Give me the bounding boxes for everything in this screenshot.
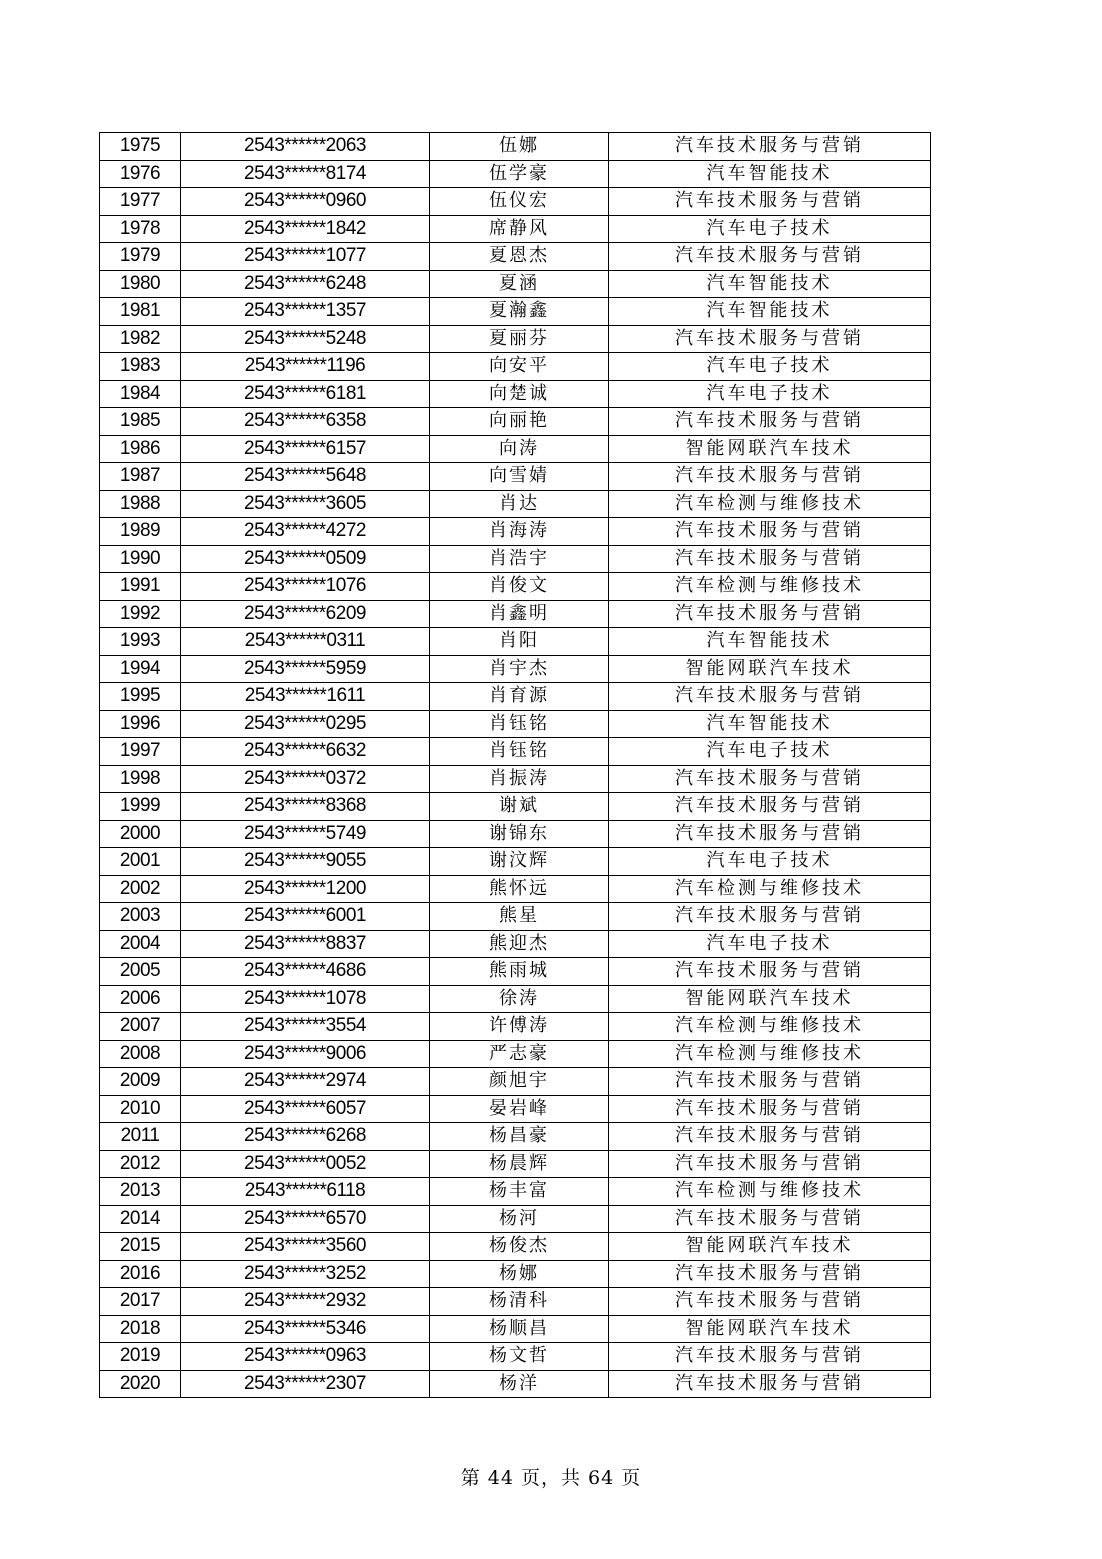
major-cell: 汽车电子技术 [609, 380, 931, 408]
serial-number-cell: 2016 [100, 1260, 181, 1288]
id-number-cell: 2543******6209 [181, 600, 430, 628]
table-row [100, 793, 931, 821]
student-name-cell: 向雪婧 [430, 463, 609, 491]
table-row [100, 1343, 931, 1371]
id-number-cell: 2543******6570 [181, 1205, 430, 1233]
student-name-cell: 谢汶辉 [430, 848, 609, 876]
serial-number-cell: 1985 [100, 408, 181, 436]
serial-number-cell: 1981 [100, 298, 181, 326]
table-row [100, 1233, 931, 1261]
table-row [100, 1288, 931, 1316]
table-row [100, 1150, 931, 1178]
table-row [100, 160, 931, 188]
id-number-cell: 2543******0372 [181, 765, 430, 793]
student-name-cell: 肖达 [430, 490, 609, 518]
student-name-cell: 肖振涛 [430, 765, 609, 793]
id-number-cell: 2543******3560 [181, 1233, 430, 1261]
id-number-cell: 2543******4686 [181, 958, 430, 986]
id-number-cell: 2543******5648 [181, 463, 430, 491]
table-row [100, 435, 931, 463]
table-row [100, 353, 931, 381]
table-row [100, 820, 931, 848]
major-cell: 智能网联汽车技术 [609, 1233, 931, 1261]
serial-number-cell: 1993 [100, 628, 181, 656]
serial-number-cell: 2014 [100, 1205, 181, 1233]
id-number-cell: 2543******1611 [181, 683, 430, 711]
major-cell: 汽车技术服务与营销 [609, 600, 931, 628]
id-number-cell: 2543******6632 [181, 738, 430, 766]
student-name-cell: 杨娜 [430, 1260, 609, 1288]
serial-number-cell: 1980 [100, 270, 181, 298]
id-number-cell: 2543******1200 [181, 875, 430, 903]
student-name-cell: 肖宇杰 [430, 655, 609, 683]
serial-number-cell: 1975 [100, 133, 181, 161]
student-name-cell: 熊星 [430, 903, 609, 931]
serial-number-cell: 1988 [100, 490, 181, 518]
id-number-cell: 2543******6268 [181, 1123, 430, 1151]
serial-number-cell: 2005 [100, 958, 181, 986]
id-number-cell: 2543******0052 [181, 1150, 430, 1178]
table-row [100, 518, 931, 546]
major-cell: 汽车技术服务与营销 [609, 1095, 931, 1123]
serial-number-cell: 1978 [100, 215, 181, 243]
serial-number-cell: 1977 [100, 188, 181, 216]
id-number-cell: 2543******6358 [181, 408, 430, 436]
major-cell: 汽车技术服务与营销 [609, 1205, 931, 1233]
serial-number-cell: 1997 [100, 738, 181, 766]
student-name-cell: 夏丽芬 [430, 325, 609, 353]
student-name-cell: 向丽艳 [430, 408, 609, 436]
student-name-cell: 伍仪宏 [430, 188, 609, 216]
serial-number-cell: 2017 [100, 1288, 181, 1316]
table-row [100, 738, 931, 766]
major-cell: 汽车技术服务与营销 [609, 243, 931, 271]
serial-number-cell: 2010 [100, 1095, 181, 1123]
major-cell: 汽车技术服务与营销 [609, 1260, 931, 1288]
student-name-cell: 颜旭宇 [430, 1068, 609, 1096]
table-row [100, 490, 931, 518]
table-row [100, 628, 931, 656]
major-cell: 汽车技术服务与营销 [609, 793, 931, 821]
serial-number-cell: 1989 [100, 518, 181, 546]
student-name-cell: 杨清科 [430, 1288, 609, 1316]
student-name-cell: 熊怀远 [430, 875, 609, 903]
table-row [100, 408, 931, 436]
major-cell: 汽车电子技术 [609, 353, 931, 381]
student-name-cell: 肖鑫明 [430, 600, 609, 628]
serial-number-cell: 2002 [100, 875, 181, 903]
id-number-cell: 2543******1077 [181, 243, 430, 271]
table-row [100, 1013, 931, 1041]
table-row [100, 683, 931, 711]
major-cell: 汽车智能技术 [609, 710, 931, 738]
serial-number-cell: 2000 [100, 820, 181, 848]
student-name-cell: 肖育源 [430, 683, 609, 711]
major-cell: 汽车技术服务与营销 [609, 903, 931, 931]
major-cell: 汽车检测与维修技术 [609, 1013, 931, 1041]
table-row [100, 1315, 931, 1343]
id-number-cell: 2543******0960 [181, 188, 430, 216]
table-row [100, 1123, 931, 1151]
serial-number-cell: 1992 [100, 600, 181, 628]
serial-number-cell: 1986 [100, 435, 181, 463]
serial-number-cell: 1994 [100, 655, 181, 683]
table-row [100, 463, 931, 491]
id-number-cell: 2543******6157 [181, 435, 430, 463]
student-name-cell: 严志豪 [430, 1040, 609, 1068]
id-number-cell: 2543******6181 [181, 380, 430, 408]
major-cell: 汽车检测与维修技术 [609, 1178, 931, 1206]
id-number-cell: 2543******3554 [181, 1013, 430, 1041]
table-row [100, 545, 931, 573]
table-row [100, 875, 931, 903]
major-cell: 汽车检测与维修技术 [609, 490, 931, 518]
major-cell: 智能网联汽车技术 [609, 655, 931, 683]
table-row [100, 188, 931, 216]
id-number-cell: 2543******5346 [181, 1315, 430, 1343]
student-name-cell: 夏恩杰 [430, 243, 609, 271]
major-cell: 智能网联汽车技术 [609, 435, 931, 463]
page-number-footer: 第 44 页，共 64 页 [460, 1467, 642, 1489]
student-name-cell: 席静风 [430, 215, 609, 243]
student-name-cell: 杨昌豪 [430, 1123, 609, 1151]
major-cell: 智能网联汽车技术 [609, 985, 931, 1013]
serial-number-cell: 2013 [100, 1178, 181, 1206]
major-cell: 汽车技术服务与营销 [609, 325, 931, 353]
table-row [100, 1260, 931, 1288]
table-row [100, 243, 931, 271]
student-name-cell: 肖阳 [430, 628, 609, 656]
major-cell: 汽车电子技术 [609, 738, 931, 766]
major-cell: 汽车技术服务与营销 [609, 408, 931, 436]
id-number-cell: 2543******1842 [181, 215, 430, 243]
serial-number-cell: 1987 [100, 463, 181, 491]
id-number-cell: 2543******4272 [181, 518, 430, 546]
major-cell: 汽车智能技术 [609, 298, 931, 326]
id-number-cell: 2543******5248 [181, 325, 430, 353]
table-row [100, 848, 931, 876]
major-cell: 智能网联汽车技术 [609, 1315, 931, 1343]
student-name-cell: 向楚诚 [430, 380, 609, 408]
student-name-cell: 肖钰铭 [430, 710, 609, 738]
student-name-cell: 杨文哲 [430, 1343, 609, 1371]
serial-number-cell: 2007 [100, 1013, 181, 1041]
id-number-cell: 2543******8368 [181, 793, 430, 821]
major-cell: 汽车电子技术 [609, 848, 931, 876]
major-cell: 汽车检测与维修技术 [609, 573, 931, 601]
student-roster-table [99, 132, 931, 1398]
student-name-cell: 夏瀚鑫 [430, 298, 609, 326]
serial-number-cell: 2009 [100, 1068, 181, 1096]
student-name-cell: 谢锦东 [430, 820, 609, 848]
table-row [100, 573, 931, 601]
table-row [100, 1095, 931, 1123]
student-name-cell: 杨俊杰 [430, 1233, 609, 1261]
major-cell: 汽车技术服务与营销 [609, 683, 931, 711]
id-number-cell: 2543******0295 [181, 710, 430, 738]
table-row [100, 1370, 931, 1398]
major-cell: 汽车电子技术 [609, 930, 931, 958]
id-number-cell: 2543******1357 [181, 298, 430, 326]
major-cell: 汽车技术服务与营销 [609, 1343, 931, 1371]
student-name-cell: 肖海涛 [430, 518, 609, 546]
table-row [100, 1068, 931, 1096]
major-cell: 汽车技术服务与营销 [609, 1288, 931, 1316]
major-cell: 汽车智能技术 [609, 160, 931, 188]
serial-number-cell: 2020 [100, 1370, 181, 1398]
student-name-cell: 许傅涛 [430, 1013, 609, 1041]
student-name-cell: 杨丰富 [430, 1178, 609, 1206]
serial-number-cell: 2018 [100, 1315, 181, 1343]
student-name-cell: 肖浩宇 [430, 545, 609, 573]
major-cell: 汽车技术服务与营销 [609, 1370, 931, 1398]
student-name-cell: 肖钰铭 [430, 738, 609, 766]
serial-number-cell: 1984 [100, 380, 181, 408]
id-number-cell: 2543******6001 [181, 903, 430, 931]
serial-number-cell: 2012 [100, 1150, 181, 1178]
major-cell: 汽车智能技术 [609, 628, 931, 656]
serial-number-cell: 1982 [100, 325, 181, 353]
major-cell: 汽车技术服务与营销 [609, 518, 931, 546]
table-row [100, 325, 931, 353]
major-cell: 汽车技术服务与营销 [609, 958, 931, 986]
major-cell: 汽车技术服务与营销 [609, 820, 931, 848]
table-row [100, 215, 931, 243]
student-name-cell: 徐涛 [430, 985, 609, 1013]
student-name-cell: 杨晨辉 [430, 1150, 609, 1178]
major-cell: 汽车技术服务与营销 [609, 133, 931, 161]
table-row [100, 903, 931, 931]
major-cell: 汽车智能技术 [609, 270, 931, 298]
student-name-cell: 杨顺昌 [430, 1315, 609, 1343]
student-name-cell: 向涛 [430, 435, 609, 463]
table-row [100, 270, 931, 298]
serial-number-cell: 2001 [100, 848, 181, 876]
serial-number-cell: 1996 [100, 710, 181, 738]
student-name-cell: 夏涵 [430, 270, 609, 298]
serial-number-cell: 2008 [100, 1040, 181, 1068]
student-name-cell: 杨洋 [430, 1370, 609, 1398]
id-number-cell: 2543******2307 [181, 1370, 430, 1398]
table-row [100, 985, 931, 1013]
serial-number-cell: 2019 [100, 1343, 181, 1371]
student-name-cell: 伍学豪 [430, 160, 609, 188]
major-cell: 汽车技术服务与营销 [609, 545, 931, 573]
table-row [100, 655, 931, 683]
table-row [100, 600, 931, 628]
id-number-cell: 2543******5749 [181, 820, 430, 848]
serial-number-cell: 1983 [100, 353, 181, 381]
student-name-cell: 晏岩峰 [430, 1095, 609, 1123]
id-number-cell: 2543******9006 [181, 1040, 430, 1068]
serial-number-cell: 2004 [100, 930, 181, 958]
serial-number-cell: 1991 [100, 573, 181, 601]
id-number-cell: 2543******2063 [181, 133, 430, 161]
id-number-cell: 2543******9055 [181, 848, 430, 876]
id-number-cell: 2543******1078 [181, 985, 430, 1013]
id-number-cell: 2543******0963 [181, 1343, 430, 1371]
serial-number-cell: 1999 [100, 793, 181, 821]
table-row [100, 380, 931, 408]
id-number-cell: 2543******3605 [181, 490, 430, 518]
id-number-cell: 2543******6118 [181, 1178, 430, 1206]
table-row [100, 1205, 931, 1233]
major-cell: 汽车检测与维修技术 [609, 875, 931, 903]
student-name-cell: 谢斌 [430, 793, 609, 821]
serial-number-cell: 1990 [100, 545, 181, 573]
id-number-cell: 2543******0509 [181, 545, 430, 573]
major-cell: 汽车技术服务与营销 [609, 463, 931, 491]
student-name-cell: 熊迎杰 [430, 930, 609, 958]
major-cell: 汽车技术服务与营销 [609, 765, 931, 793]
id-number-cell: 2543******3252 [181, 1260, 430, 1288]
serial-number-cell: 1998 [100, 765, 181, 793]
major-cell: 汽车技术服务与营销 [609, 1150, 931, 1178]
id-number-cell: 2543******1196 [181, 353, 430, 381]
table-row [100, 1178, 931, 1206]
table-row [100, 1040, 931, 1068]
student-name-cell: 肖俊文 [430, 573, 609, 601]
serial-number-cell: 1995 [100, 683, 181, 711]
student-name-cell: 伍娜 [430, 133, 609, 161]
table-row [100, 298, 931, 326]
table-row [100, 765, 931, 793]
serial-number-cell: 2003 [100, 903, 181, 931]
student-name-cell: 向安平 [430, 353, 609, 381]
id-number-cell: 2543******2974 [181, 1068, 430, 1096]
id-number-cell: 2543******1076 [181, 573, 430, 601]
id-number-cell: 2543******6057 [181, 1095, 430, 1123]
student-name-cell: 杨河 [430, 1205, 609, 1233]
serial-number-cell: 2006 [100, 985, 181, 1013]
id-number-cell: 2543******8174 [181, 160, 430, 188]
serial-number-cell: 1979 [100, 243, 181, 271]
major-cell: 汽车检测与维修技术 [609, 1040, 931, 1068]
major-cell: 汽车技术服务与营销 [609, 1068, 931, 1096]
id-number-cell: 2543******6248 [181, 270, 430, 298]
major-cell: 汽车技术服务与营销 [609, 188, 931, 216]
id-number-cell: 2543******8837 [181, 930, 430, 958]
id-number-cell: 2543******0311 [181, 628, 430, 656]
serial-number-cell: 1976 [100, 160, 181, 188]
major-cell: 汽车电子技术 [609, 215, 931, 243]
id-number-cell: 2543******2932 [181, 1288, 430, 1316]
table-row [100, 133, 931, 161]
student-name-cell: 熊雨城 [430, 958, 609, 986]
serial-number-cell: 2011 [100, 1123, 181, 1151]
table-row [100, 710, 931, 738]
table-row [100, 958, 931, 986]
table-row [100, 930, 931, 958]
serial-number-cell: 2015 [100, 1233, 181, 1261]
major-cell: 汽车技术服务与营销 [609, 1123, 931, 1151]
roster-table-body [100, 133, 931, 1398]
id-number-cell: 2543******5959 [181, 655, 430, 683]
